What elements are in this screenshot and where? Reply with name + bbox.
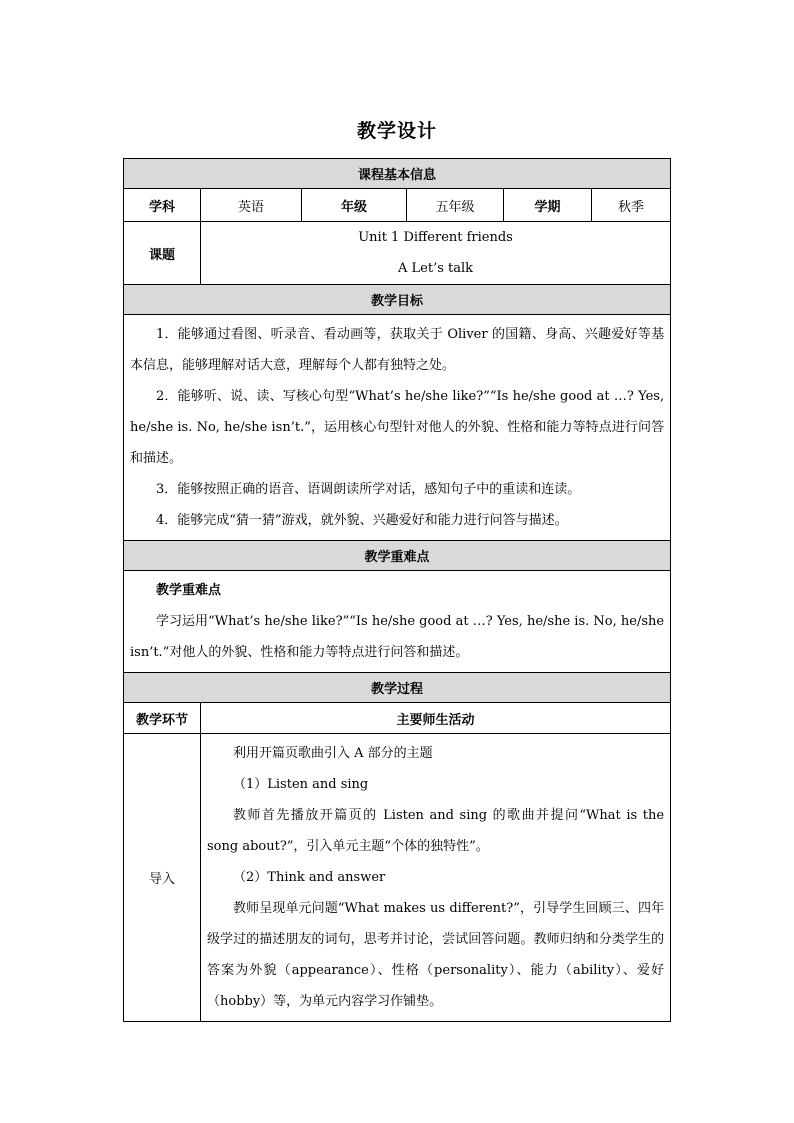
objective-item: 2．能够听、说、读、写核心句型“What’s he/she like?”“Is he/she good at …? Yes, he/she is. No, he/she isn’t.”，运用核心句型针对他人的外貌、性格和能力等特点进行问答和描述。: [130, 389, 665, 466]
topic-label: 课题: [124, 222, 201, 285]
topic-line-1: Unit 1 Different friends: [358, 230, 513, 245]
subject-value: 英语: [201, 189, 302, 222]
process-header: 教学过程: [124, 673, 671, 703]
key-points-header: 教学重难点: [124, 541, 671, 571]
objective-item: 4．能够完成“猜一猜”游戏，就外貌、兴趣爱好和能力进行问答与描述。: [156, 513, 568, 528]
activity-paragraph: 教师首先播放开篇页的 Listen and sing 的歌曲并提问“What is the song about?”，引入单元主题“个体的独特性”。: [207, 808, 665, 854]
activity-paragraph: 教师呈现单元问题“What makes us different?”，引导学生回顾三、四年级学过的描述朋友的词句，思考并讨论，尝试回答问题。教师归纳和分类学生的答案为外貌（appearance）、性格（personality）、能力（ability）、爱好（hobby）等，为单元内容学习作铺垫。: [207, 901, 665, 1009]
objective-item: 1．能够通过看图、听录音、看动画等，获取关于 Oliver 的国籍、身高、兴趣爱好等基本信息，能够理解对话大意，理解每个人都有独特之处。: [130, 327, 665, 373]
activity-cell: [201, 734, 671, 1022]
subject-label: 学科: [124, 189, 201, 222]
objectives-header: 教学目标: [124, 285, 671, 315]
activity-paragraph: （2）Think and answer: [233, 870, 386, 885]
table-row: [124, 734, 671, 1022]
activity-paragraph: （1）Listen and sing: [233, 777, 369, 792]
key-points-subheading: 教学重难点: [156, 583, 222, 598]
stage-name: 导入: [124, 734, 201, 1022]
grade-value: 五年级: [407, 189, 504, 222]
term-label: 学期: [504, 189, 592, 222]
key-points-cell: [124, 571, 671, 673]
document-title: 教学设计: [356, 120, 437, 142]
stage-column-header: 教学环节: [124, 703, 201, 734]
basic-info-header: 课程基本信息: [124, 159, 671, 189]
topic-cell: [201, 222, 671, 285]
term-value: 秋季: [592, 189, 671, 222]
activity-column-header: 主要师生活动: [201, 703, 671, 734]
key-points-text: 学习运用“What’s he/she like?”“Is he/she good at …? Yes, he/she is. No, he/she isn’t.”对他人的外貌、性格和能力等特点进行问答和描述。: [130, 614, 665, 660]
activity-paragraph: 利用开篇页歌曲引入 A 部分的主题: [233, 746, 433, 761]
grade-label: 年级: [302, 189, 407, 222]
topic-line-2: A Let’s talk: [398, 261, 474, 276]
objective-item: 3．能够按照正确的语音、语调朗读所学对话，感知句子中的重读和连读。: [156, 482, 581, 497]
objectives-cell: [124, 315, 671, 541]
lesson-plan-table: [123, 158, 671, 1022]
